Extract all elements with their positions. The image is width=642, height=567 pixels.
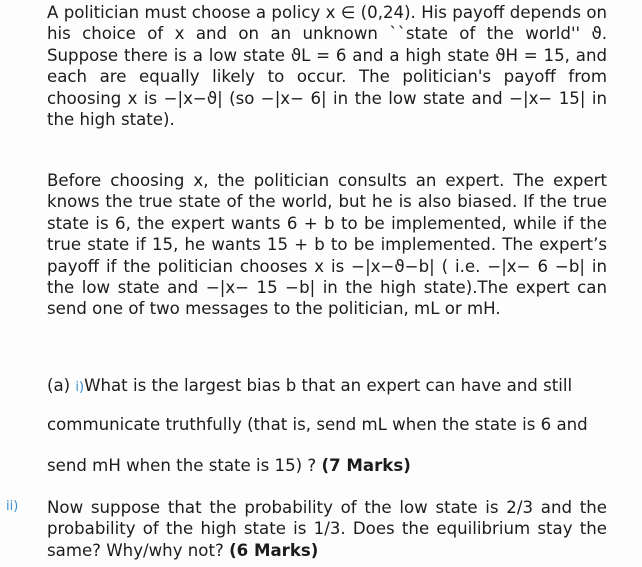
expert-paragraph: Before choosing x, the politician consults an expert. The expert knows the true state of the world, but he is also biased. If the true state is 6, the expert wants 6 + b to be implemented, while if the true state if 15, he wants 15 + b to be implemented. The expert’s payoff if the politician chooses x is −|x−ϑ−b| ( i.e. −|x− 6 −b| in the low state and −|x− 15 −b| in the high state).The expert can send one of two messages to the politician, mL or mH.: [47, 171, 607, 319]
question-b-text: Now suppose that the probability of the low state is 2/3 and the probability of the high state is 1/3. Does the equilibrium stay the same? Why/why not?: [47, 498, 607, 560]
question-a-label: (a): [47, 376, 71, 395]
question-a-text-line-3: send mH when the state is 15) ?: [47, 456, 317, 475]
question-b-marks: (6 Marks): [229, 540, 319, 560]
question-a-line-1: [47, 375, 607, 398]
roman-numeral-i: i): [75, 380, 85, 395]
roman-numeral-ii: ii): [6, 499, 19, 514]
question-a-marks: (7 Marks): [321, 456, 411, 475]
question-b: [47, 497, 607, 561]
question-a-line-2: communicate truthfully (that is, send mL when the state is 6 and: [47, 415, 588, 434]
question-a-line-3: [47, 455, 607, 476]
question-a-text-line-1: What is the largest bias b that an expert can have and still: [84, 376, 573, 395]
intro-paragraph: A politician must choose a policy x ∈ (0,24). His payoff depends on his choice of x and on an unknown ``state of the world'' ϑ. Suppose there is a low state ϑL = 6 and a high state ϑH = 15, and each are equally likely to occur. The politician's payoff from choosing x is −|x−ϑ| (so −|x− 6| in the low state and −|x− 15| in the high state).: [47, 3, 607, 130]
